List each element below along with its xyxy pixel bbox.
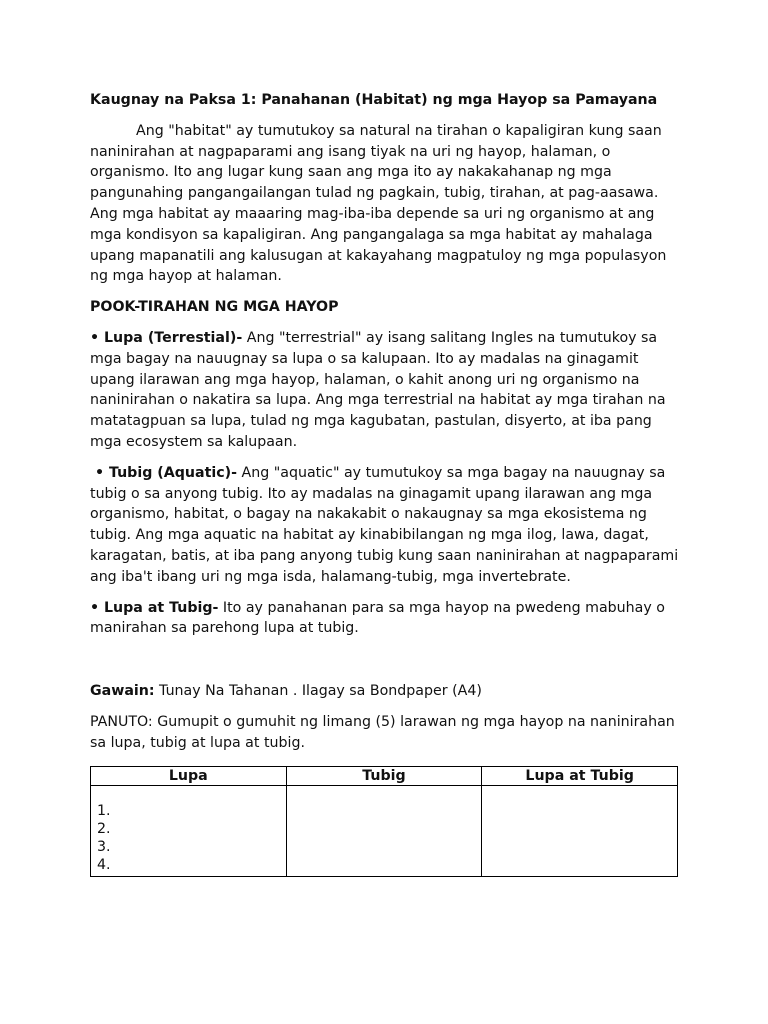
list-item: 1.	[97, 802, 111, 819]
item-tubig-text: Ang "aquatic" ay tumutukoy sa mga bagay na nauugnay sa tubig o sa anyong tubig. Ito ay madalas na ginagamit upang ilarawan ang mga organismo, habitat, o bagay na nakakabit o nakaugnay sa mga ekosistema ng tubig. Ang mga aquatic na habitat ay kinabibilangan ng mga ilog, lawa, dagat, karagatan, batis, at iba pang anyong tubig kung saan naninirahan at nagpaparami ang iba't ibang uri ng mga isda, halamang-tubig, mga invertebrate.	[90, 464, 679, 585]
gawain-label: Gawain:	[90, 683, 155, 700]
item-lupa-label: • Lupa (Terrestial)-	[90, 329, 243, 346]
list-item: 3.	[97, 838, 111, 855]
list-item: 2.	[97, 820, 111, 837]
item-lupa-at-tubig	[90, 598, 680, 640]
spacer	[90, 649, 680, 681]
gawain-text: Tunay Na Tahanan . Ilagay sa Bondpaper (A4)	[154, 683, 482, 700]
item-lupa-at-tubig-text: Ito ay panahanan para sa mga hayop na pwedeng mabuhay o manirahan sa parehong lupa at tubig.	[90, 599, 665, 637]
item-tubig	[90, 463, 680, 588]
cell-lupa-at-tubig	[482, 785, 678, 876]
item-lupa-text: Ang "terrestrial" ay isang salitang Ingles na tumutukoy sa mga bagay na nauugnay sa lupa o sa kalupaan. Ito ay madalas na ginagamit upang ilarawan ang mga hayop, halaman, o kahit anong uri ng organismo na naninirahan o nakatira sa lupa. Ang mga terrestrial na habitat ay mga tirahan na matatagpuan sa lupa, tulad ng mga kagubatan, pastulan, disyerto, at iba pang mga ecosystem sa kalupaan.	[90, 329, 666, 450]
item-tubig-label: • Tubig (Aquatic)-	[90, 464, 238, 481]
document-title: Kaugnay na Paksa 1: Panahanan (Habitat) ng mga Hayop sa Pamayana	[90, 92, 658, 108]
header-lupa: Lupa	[91, 766, 287, 785]
header-lupa-at-tubig: Lupa at Tubig	[482, 766, 678, 785]
header-tubig: Tubig	[286, 766, 482, 785]
table-row	[91, 785, 678, 876]
table-header-row	[91, 766, 678, 785]
panuto-paragraph: PANUTO: Gumupit o gumuhit ng limang (5) larawan ng mga hayop na naninirahan sa lupa, tubig at lupa at tubig.	[90, 713, 675, 751]
item-lupa	[90, 328, 680, 453]
cell-tubig	[286, 785, 482, 876]
list-item: 4.	[97, 856, 111, 873]
document-page	[90, 90, 680, 877]
gawain-line	[90, 681, 680, 702]
section-heading: POOK-TIRAHAN NG MGA HAYOP	[90, 299, 339, 316]
cell-lupa	[91, 785, 287, 876]
intro-paragraph: Ang "habitat" ay tumutukoy sa natural na tirahan o kapaligiran kung saan naninirahan at nagpaparami ang isang tiyak na uri ng hayop, halaman, o organismo. Ito ang lugar kung saan ang mga ito ay nakakahanap ng mga pangunahing pangangailangan tulad ng pagkain, tubig, tirahan, at pag-aasawa. Ang mga habitat ay maaaring mag-iba-iba depende sa uri ng organismo at ang mga kondisyon sa kapaligiran. Ang pangangalaga sa mga habitat ay mahalaga upang mapanatili ang kalusugan at kakayahang magpatuloy ng mga populasyon ng mga hayop at halaman.	[90, 122, 667, 285]
number-list	[91, 786, 286, 874]
item-lupa-at-tubig-label: • Lupa at Tubig-	[90, 599, 219, 616]
activity-table	[90, 766, 678, 877]
